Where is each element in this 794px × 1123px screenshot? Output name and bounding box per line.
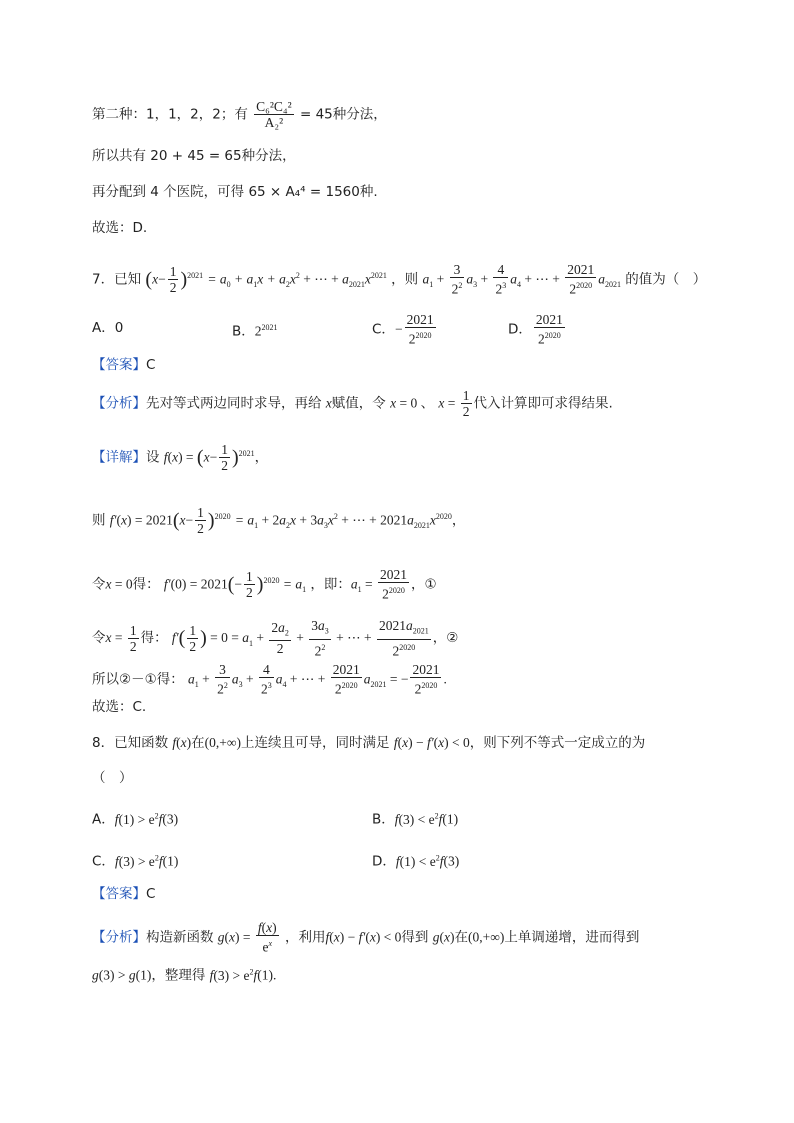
- line-total: 所以共有 20 + 45 = 65种分法，: [92, 148, 296, 164]
- line-second-kind: 第二种：1，1，2，2；有 $\frac{\text{C₆²C₄²}}{\text{A₂²}}$ = 45种分法，: [92, 99, 387, 130]
- q7-answer: 【答案】C: [92, 357, 156, 373]
- q7-let-zero: 令x = 0得： f′(0) = 2021(− $\frac{1}{2}$ )$^{2020} = a_1$ ，即：$a_1$ = $\frac{2021}{2^{2020}}$ ，①: [92, 567, 437, 602]
- fraction-c-over-a: $\frac{\text{C₆²C₄²}}{\text{A₂²}}$: [256, 99, 292, 130]
- q7-choose-c: 故选：C.: [92, 699, 147, 715]
- q7-option-c: C．− $\frac{2021}{2^{2020}}$: [372, 312, 434, 347]
- q8-option-a: A．$f(1) > e^2f(3)$: [92, 811, 179, 828]
- q7-option-a: A．0: [92, 320, 124, 336]
- q7-analysis: 【分析】先对等式两边同时求导，再给 x赋值，令 x = 0 、 x = $\frac{1}{2}$ 代入计算即可求得结果.: [92, 388, 613, 419]
- line-distribute: 再分配到 4 个医院，可得 65 × A₄⁴ = 1560种.: [92, 184, 378, 200]
- q7-let-half: 令x = $\frac{1}{2}$ 得： f′( $\frac{1}{2}$ ) = $0 = a_1$ + $\frac{2a_2}{2}$ + $\frac{3a_3}{2^2}$ + ⋯ + $\frac{2021a_{2021}}{2^{2020}}$ ，②: [92, 618, 459, 659]
- q8-analysis: 【分析】构造新函数 g(x) = $\frac{f(x)}{e^x}$ ，利用f(x) − f′(x) < 0得到 g(x)在(0,+∞)上单调递增，进而得到: [92, 920, 640, 955]
- q7-derivative: 则 f′(x) = 2021(x− $\frac{1}{2}$ )$^{2020} = a_1 + 2a_2x + 3a_3x^2$ + ⋯ + $2021a_{2021}x^{2020}$，: [92, 505, 466, 536]
- q8-option-c: C．$f(3) > e^2f(1)$: [92, 853, 179, 870]
- q8-option-d: D．$f(1) < e^2f(3)$: [372, 853, 460, 870]
- q8-option-b: B．$f(3) < e^2f(1)$: [372, 811, 459, 828]
- q8-paren: （ ）: [92, 770, 133, 786]
- q8-stem: 8．已知函数 f(x)在(0,+∞)上连续且可导，同时满足 f(x) − f′(x) < 0，则下列不等式一定成立的为: [92, 735, 646, 751]
- q7-detail: 【详解】设 f(x) = (x− $\frac{1}{2}$ )$^{2021}$，: [92, 442, 269, 473]
- q8-analysis-cont: g(3) > g(1)，整理得 $f(3) > e^2f(1)$.: [92, 967, 277, 984]
- q7-option-d: D． $\frac{2021}{2^{2020}}$: [508, 312, 563, 347]
- q7-result: 所以②－①得： $a_1$ + $\frac{3}{2^2}$ $a_3$ + $\frac{4}{2^3}$ $a_4$ + ⋯ + $\frac{2021}{2^{2020}}$ $a_{2021}$ = − $\frac{2021}{2^{2020}}$ .: [92, 662, 447, 697]
- q8-answer: 【答案】C: [92, 886, 156, 902]
- q7-option-b: B．$2^{2021}$: [232, 323, 278, 340]
- line-choose-d: 故选：D.: [92, 220, 148, 236]
- q7-stem: 7．已知 (x− $\frac{1}{2}$ )$^{2021} = a_0 + a_1x + a_2x^2$ + ⋯ + $a_{2021}x^{2021}$ ，则 $a_1$ + $\frac{3}{2^2}$ $a_3$ + $\frac{4}{2^3}$ $a_4$ + ⋯ + $\frac{2021}{2^{2020}}$ $a_{2021}$ 的值为（ ）: [92, 262, 707, 297]
